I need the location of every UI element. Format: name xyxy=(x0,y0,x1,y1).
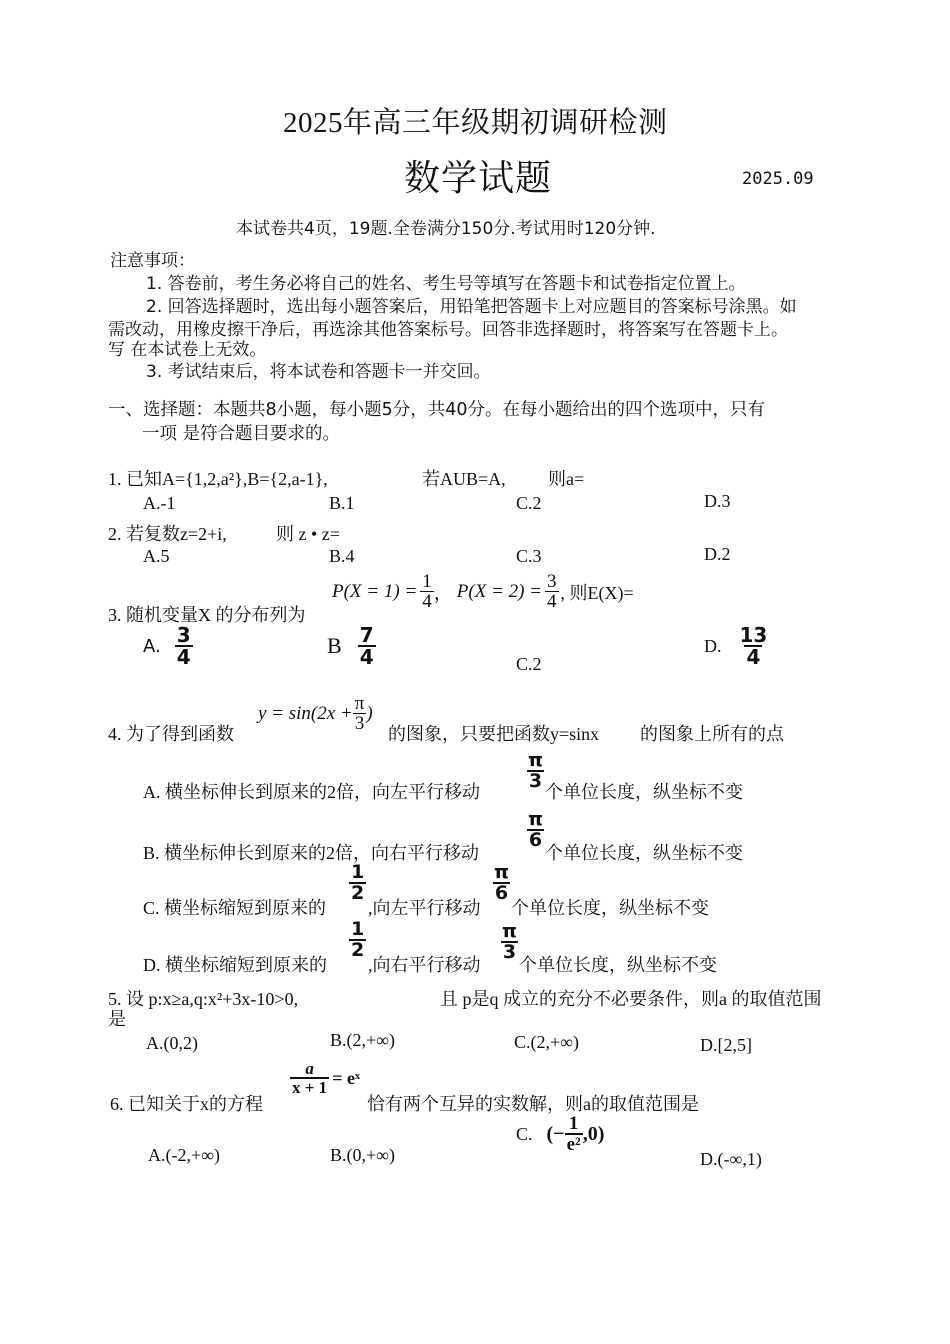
q4-option-c[interactable] xyxy=(143,894,326,920)
q3-option-a-num: 3 xyxy=(176,623,191,647)
q6-option-d[interactable]: D.(-∞,1) xyxy=(700,1149,762,1169)
note-item-2-cont2: 写 在本试卷上无效。 xyxy=(108,340,267,360)
q4-option-d[interactable] xyxy=(143,951,327,977)
q4-option-d-den1: 2 xyxy=(351,939,365,961)
q5-option-a[interactable]: A.(0,2) xyxy=(146,1033,198,1053)
q4-option-c-mid: ,向左平行移动 xyxy=(368,898,481,918)
q4-option-a-tail: 个单位长度，纵坐标不变 xyxy=(545,782,743,802)
q3-option-d-label: D. xyxy=(704,635,722,656)
q5-stem: 5. 设 p:x≥a,q:x²+3x-10>0, xyxy=(108,989,299,1009)
q4-func-den: 3 xyxy=(354,713,365,734)
q1-stem: 1. 已知A={1,2,a²},B={2,a-1}, xyxy=(108,469,328,489)
q4-option-d-num2: π xyxy=(502,920,518,942)
q3-option-c[interactable]: C.2 xyxy=(516,654,542,674)
q4-option-c-den1: 2 xyxy=(351,882,365,904)
q4-func-num: π xyxy=(354,693,365,714)
q5-condition: 且 p是q 成立的充分不必要条件，则a 的取值范围 xyxy=(440,989,822,1009)
q3-option-d-num: 13 xyxy=(739,623,768,647)
q4-option-d-text: D. 横坐标缩短到原来的 xyxy=(143,955,327,975)
q6-option-c-close: ,0) xyxy=(582,1122,605,1145)
q3-option-a-fraction xyxy=(175,625,193,667)
notes-heading: 注意事项： xyxy=(110,251,195,271)
q3-p1-fraction xyxy=(420,572,434,611)
q3-stem: 3. 随机变量X 的分布列为 xyxy=(108,605,306,625)
note-item-3: 3. 考试结束后，将本试卷和答题卡一并交回。 xyxy=(146,362,491,382)
q6-option-c-fraction xyxy=(565,1114,583,1154)
q6-option-c-label: C. xyxy=(516,1123,533,1144)
q6-eq-rhs: = eˣ xyxy=(332,1067,361,1088)
q3-option-a[interactable] xyxy=(143,625,193,667)
q2-option-a[interactable]: A.5 xyxy=(143,546,170,566)
q3-p1-num: 1 xyxy=(422,571,432,592)
q1-option-b[interactable]: B.1 xyxy=(329,493,355,513)
q6-equation xyxy=(290,1060,360,1096)
q4-option-b-text: B. 横坐标伸长到原来的2倍，向右平行移动 xyxy=(143,843,480,863)
section-heading: 一、选择题：本题共8小题，每小题5分，共40分。在每小题给出的四个选项中，只有 xyxy=(108,400,766,420)
q3-p1-lhs: P(X = 1) = xyxy=(332,580,418,602)
q3-option-d-den: 4 xyxy=(746,645,761,669)
page-title: 2025年高三年级期初调研检测 xyxy=(283,107,668,139)
q4-option-b-tail: 个单位长度，纵坐标不变 xyxy=(545,843,743,863)
q4-option-c-num2: π xyxy=(494,861,510,883)
q4-ask: 的图象上所有的点 xyxy=(640,724,784,744)
q4-option-d-num1: 1 xyxy=(351,918,365,940)
q4-option-d-tail: 个单位长度，纵坐标不变 xyxy=(519,955,717,975)
note-item-2-cont: 需改动，用橡皮擦干净后，再选涂其他答案标号。回答非选择题时，将答案写在答题卡上。 xyxy=(108,320,788,340)
q4-option-a-fraction xyxy=(526,751,545,791)
q3-option-b-label: B xyxy=(327,633,342,658)
q4-option-b-fraction xyxy=(526,810,545,850)
page-subtitle: 数学试题 xyxy=(404,158,553,198)
q4-option-a[interactable] xyxy=(143,778,480,804)
q3-option-b-fraction xyxy=(358,625,376,667)
q4-option-c-tail: 个单位长度，纵坐标不变 xyxy=(511,898,709,918)
q3-separator: ， xyxy=(433,583,453,604)
q3-p2-num: 3 xyxy=(547,571,557,592)
q5-option-c[interactable]: C.(2,+∞) xyxy=(514,1032,579,1052)
section-heading-cont: 一项 是符合题目要求的。 xyxy=(142,424,341,444)
q4-option-b[interactable] xyxy=(143,839,479,865)
q4-option-b-den: 6 xyxy=(528,829,543,851)
q3-option-a-den: 4 xyxy=(176,645,191,669)
q1-option-d[interactable]: D.3 xyxy=(704,491,731,511)
q5-tail: 是 xyxy=(108,1009,126,1029)
q4-option-d-mid: ,向右平行移动 xyxy=(368,955,481,975)
q6-eq-den: x + 1 xyxy=(292,1078,328,1097)
q2-ask: 则 z • z= xyxy=(276,524,340,544)
q2-option-c[interactable]: C.3 xyxy=(516,546,542,566)
exam-info: 本试卷共4页，19题.全卷满分150分.考试用时120分钟. xyxy=(236,219,656,239)
q1-condition: 若AUB=A, xyxy=(422,469,506,489)
q4-option-d-den2: 3 xyxy=(502,941,517,963)
q6-option-a[interactable]: A.(-2,+∞) xyxy=(148,1145,220,1165)
q4-option-a-text: A. 横坐标伸长到原来的2倍，向左平行移动 xyxy=(143,782,480,802)
q6-ask: 恰有两个互异的实数解，则a的取值范围是 xyxy=(367,1094,699,1114)
q4-option-c-text: C. 横坐标缩短到原来的 xyxy=(143,898,327,918)
q6-eq-num: a xyxy=(305,1059,314,1078)
q1-option-c[interactable]: C.2 xyxy=(516,493,542,513)
q4-option-b-num: π xyxy=(528,808,544,830)
q6-option-b[interactable]: B.(0,+∞) xyxy=(330,1145,395,1165)
q3-option-a-label: A. xyxy=(143,635,161,657)
q6-option-c[interactable] xyxy=(516,1114,604,1154)
q4-option-c-fraction2 xyxy=(492,863,511,903)
q6-option-c-num: 1 xyxy=(568,1113,579,1134)
q3-p2-lhs: P(X = 2) = xyxy=(456,580,543,602)
q4-option-d-fraction1 xyxy=(349,920,366,960)
q3-option-b[interactable] xyxy=(327,625,376,667)
q4-func-lhs: y = sin(2x + xyxy=(258,702,353,724)
q3-distribution xyxy=(332,572,634,611)
q2-option-d[interactable]: D.2 xyxy=(704,544,731,564)
q6-stem: 6. 已知关于x的方程 xyxy=(110,1094,263,1114)
q4-stem: 4. 为了得到函数 xyxy=(108,724,234,744)
q3-p1-den: 4 xyxy=(422,591,432,612)
q6-option-c-open: (− xyxy=(546,1122,565,1145)
q3-ask: , 则E(X)= xyxy=(560,582,634,603)
q4-func-rhs: ) xyxy=(366,702,373,724)
q5-option-b[interactable]: B.(2,+∞) xyxy=(330,1030,395,1050)
q4-function xyxy=(258,694,373,733)
q3-option-d-fraction xyxy=(738,625,770,667)
q2-option-b[interactable]: B.4 xyxy=(329,546,355,566)
q4-option-c-num1: 1 xyxy=(351,861,365,883)
q3-p2-den: 4 xyxy=(547,591,557,612)
q1-ask: 则a= xyxy=(548,469,585,489)
q3-option-b-num: 7 xyxy=(359,623,374,647)
q4-option-c-fraction1 xyxy=(349,863,366,903)
q4-option-d-fraction2 xyxy=(500,922,519,962)
q4-option-c-den2: 6 xyxy=(494,882,509,904)
q1-option-a[interactable]: A.-1 xyxy=(143,493,176,513)
note-item-2: 2. 回答选择题时，选出每小题答案后，用铅笔把答题卡上对应题目的答案标号涂黑。如 xyxy=(146,297,797,317)
q3-option-d[interactable] xyxy=(704,625,769,667)
q4-mid: 的图象，只要把函数y=sinx xyxy=(388,724,600,744)
q3-p2-fraction xyxy=(545,572,559,611)
q6-eq-fraction xyxy=(290,1060,329,1096)
q5-option-d[interactable]: D.[2,5] xyxy=(700,1035,752,1055)
q4-option-a-den: 3 xyxy=(528,770,543,792)
q4-option-a-num: π xyxy=(528,749,544,771)
q6-option-c-den: e² xyxy=(566,1134,581,1155)
q4-func-fraction xyxy=(353,694,367,733)
q3-option-b-den: 4 xyxy=(359,645,374,669)
note-item-1: 1. 答卷前，考生务必将自己的姓名、考生号等填写在答题卡和试卷指定位置上。 xyxy=(146,274,746,294)
exam-date: 2025.09 xyxy=(742,169,814,189)
q2-stem: 2. 若复数z=2+i, xyxy=(108,524,227,544)
